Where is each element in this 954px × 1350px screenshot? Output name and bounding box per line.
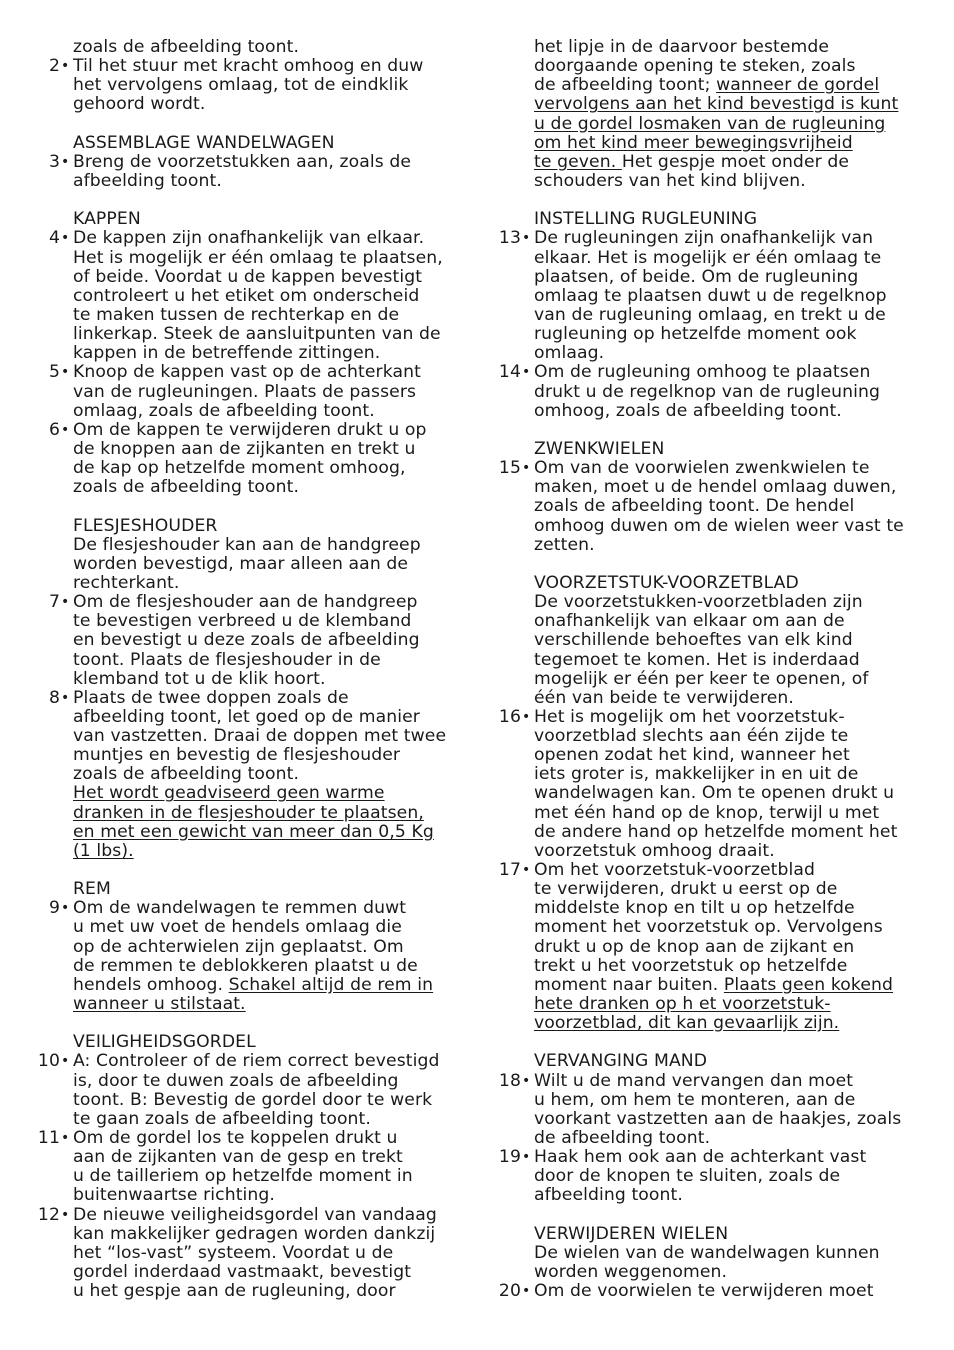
text-line [28, 670, 468, 689]
underlined-warning-text: wanneer de gordel [716, 75, 880, 96]
text-line [489, 880, 929, 899]
line-text: elkaar. Het is mogelijk er één omlaag te [534, 247, 882, 268]
text-line [489, 957, 929, 976]
line-text: Knoop de kappen vast op de achterkant [73, 362, 421, 383]
underlined-warning-text: Het wordt geadviseerd geen warme [73, 783, 385, 804]
step-number: 17 [498, 860, 521, 881]
numbered-step-line [28, 421, 468, 440]
line-text: Breng de voorzetstukken aan, zoals de [73, 151, 412, 172]
text-line [489, 1014, 929, 1033]
text-line [28, 95, 468, 114]
text-line [489, 918, 929, 937]
text-line [489, 478, 929, 497]
text-line [28, 765, 468, 784]
text-line [489, 1225, 929, 1244]
step-number: 14 [498, 362, 521, 383]
line-text: zoals de afbeelding toont. [73, 764, 300, 785]
text-line [489, 153, 929, 172]
numbered-step-line [28, 229, 468, 248]
bullet-icon: • [61, 421, 70, 438]
text-line [489, 57, 929, 76]
text-line [489, 1052, 929, 1071]
text-line [489, 38, 929, 57]
line-text: de knoppen aan de zijkanten en trekt u [73, 438, 416, 459]
line-text: trekt u het voorzetstuk op hetzelfde [534, 955, 848, 976]
blank-line [28, 497, 468, 516]
line-text: kappen in de betreffende zittingen. [73, 343, 381, 364]
bullet-icon: • [61, 58, 70, 75]
text-line [489, 1186, 929, 1205]
line-text: of beide. Voordat u de kappen bevestigt [73, 266, 423, 287]
text-line [489, 172, 929, 191]
line-text: VERVANGING MAND [534, 1051, 708, 1072]
line-text: op de achterwielen zijn geplaatst. Om [73, 936, 404, 957]
text-line [489, 593, 929, 612]
text-line [489, 612, 929, 631]
underlined-warning-text: en met een gewicht van meer dan 0,5 Kg [73, 821, 434, 842]
step-number: 13 [498, 228, 521, 249]
numbered-step-line [28, 1129, 468, 1148]
numbered-step-line [28, 153, 468, 172]
line-text: REM [73, 879, 111, 900]
text-line [489, 727, 929, 746]
underlined-warning-text: vervolgens aan het kind bevestigd is kunt [534, 94, 899, 115]
left-column [28, 38, 468, 1301]
line-text: de remmen te deblokkeren plaatst u de [73, 955, 418, 976]
line-text: rugleuning op hetzelfde moment ook [534, 324, 857, 345]
line-text: worden weggenomen. [534, 1262, 728, 1282]
text-line [489, 823, 929, 842]
line-text: van de rugleuningen. Plaats de passers [73, 381, 417, 402]
line-text: omlaag, zoals de afbeelding toont. [73, 400, 375, 421]
text-line [489, 287, 929, 306]
text-line [28, 402, 468, 421]
text-line [489, 1091, 929, 1110]
line-text: kan makkelijker gedragen worden dankzij [73, 1223, 436, 1244]
line-text: buitenwaartse richting. [73, 1185, 275, 1206]
text-line [28, 1225, 468, 1244]
bullet-icon: • [522, 1149, 531, 1166]
text-line [489, 631, 929, 650]
line-text: VERWIJDEREN WIELEN [534, 1223, 729, 1244]
text-line [28, 631, 468, 650]
numbered-step-line [28, 363, 468, 382]
line-text: de kap op hetzelfde moment omhoog, [73, 458, 406, 479]
line-text: zoals de afbeelding toont. De hendel [534, 496, 855, 517]
line-text: openen zodat het kind, wanneer het [534, 745, 850, 766]
bullet-icon: • [522, 1072, 531, 1089]
text-line [489, 517, 929, 536]
line-text: één van beide te verwijderen. [534, 687, 794, 708]
step-number: 16 [498, 706, 521, 727]
line-text: De nieuwe veiligheidsgordel van vandaag [73, 1204, 437, 1225]
line-text: te bevestigen verbreed u de klemband [73, 611, 412, 632]
line-text: middelste knop en tilt u op hetzelfde [534, 898, 855, 919]
bullet-icon: • [61, 230, 70, 247]
line-text: u met uw voet de hendels omlaag die [73, 917, 402, 938]
line-text: aan de zijkanten van de gesp en trekt [73, 1147, 403, 1168]
underlined-warning-text: om het kind meer bewegingsvrijheid [534, 132, 853, 153]
line-text: te gaan zoals de afbeelding toont. [73, 1108, 371, 1129]
text-line [28, 555, 468, 574]
text-line [28, 784, 468, 803]
line-text: iets groter is, makkelijker in en uit de [534, 764, 859, 785]
text-line [28, 842, 468, 861]
text-line [489, 1129, 929, 1148]
text-line [28, 1282, 468, 1301]
line-text: te maken tussen de rechterkap en de [73, 304, 400, 325]
text-line [489, 249, 929, 268]
line-text: Wilt u de mand vervangen dan moet [534, 1070, 854, 1091]
numbered-step-line [28, 689, 468, 708]
line-text: De flesjeshouder kan aan de handgreep [73, 534, 421, 555]
text-line [489, 306, 929, 325]
line-text: Om de kappen te verwijderen drukt u op [73, 419, 427, 440]
line-text: van vastzetten. Draai de doppen met twee [73, 726, 447, 747]
text-line [489, 689, 929, 708]
numbered-step-line [489, 459, 929, 478]
blank-line [489, 1033, 929, 1052]
bullet-icon: • [61, 364, 70, 381]
step-number: 8 [48, 687, 60, 708]
underlined-warning-text: (1 lbs). [73, 840, 134, 861]
numbered-step-line [28, 1052, 468, 1071]
line-text: FLESJESHOUDER [73, 515, 218, 536]
text-line [28, 1167, 468, 1186]
line-text: VEILIGHEIDSGORDEL [73, 1032, 256, 1053]
text-line [489, 1263, 929, 1282]
line-text: voorzetstuk omhoog draait. [534, 840, 775, 861]
line-text: VOORZETSTUK-VOORZETBLAD [534, 572, 799, 593]
underlined-warning-text: hete dranken op h et voorzetstuk- [534, 994, 831, 1015]
numbered-step-line [489, 861, 929, 880]
line-text: moment het voorzetstuk op. Vervolgens [534, 917, 883, 938]
text-line [489, 325, 929, 344]
blank-line [28, 861, 468, 880]
text-line [28, 134, 468, 153]
bullet-icon: • [522, 460, 531, 477]
text-line [28, 727, 468, 746]
text-line [489, 134, 929, 153]
text-line [28, 1186, 468, 1205]
text-line [28, 1263, 468, 1282]
line-text: voorkant vastzetten aan de haakjes, zoals [534, 1108, 902, 1129]
text-line [28, 459, 468, 478]
text-line [28, 708, 468, 727]
bullet-icon: • [522, 230, 531, 247]
text-line [28, 1091, 468, 1110]
line-text: afbeelding toont, let goed op de manier [73, 706, 420, 727]
line-text: door de knopen te sluiten, zoals de [534, 1166, 841, 1187]
step-number: 19 [498, 1147, 521, 1168]
bullet-icon: • [522, 862, 531, 879]
line-text: met één hand op de knop, terwijl u met [534, 802, 880, 823]
line-text: De rugleuningen zijn onafhankelijk van [534, 228, 874, 249]
step-number: 11 [37, 1128, 60, 1149]
text-line [28, 536, 468, 555]
line-text: het lipje in de daarvoor bestemde [534, 37, 830, 57]
line-text: A: Controleer of de riem correct bevestigd [73, 1051, 440, 1072]
line-text: omlaag te plaatsen duwt u de regelknop [534, 285, 887, 306]
text-line [489, 497, 929, 516]
line-text: de afbeelding toont; [534, 75, 717, 96]
text-line [489, 784, 929, 803]
line-text: u de tailleriem op hetzelfde moment in [73, 1166, 413, 1187]
line-text: doorgaande opening te steken, zoals [534, 56, 856, 77]
blank-line [489, 421, 929, 440]
line-text: Om de voorwielen te verwijderen moet [534, 1281, 874, 1302]
step-number: 10 [37, 1051, 60, 1072]
text-line [28, 210, 468, 229]
text-line [28, 880, 468, 899]
line-text: Om het voorzetstuk-voorzetblad [534, 860, 816, 881]
line-text: de afbeelding toont. [534, 1128, 711, 1149]
text-line [489, 1110, 929, 1129]
text-line [28, 517, 468, 536]
line-text: van de rugleuning omlaag, en trekt u de [534, 304, 886, 325]
text-line [28, 478, 468, 497]
line-text: Haak hem ook aan de achterkant vast [534, 1147, 867, 1168]
line-text: zoals de afbeelding toont. [73, 477, 300, 498]
line-text: INSTELLING RUGLEUNING [534, 209, 758, 230]
text-line [28, 249, 468, 268]
line-text: De voorzetstukken-voorzetbladen zijn [534, 592, 863, 613]
line-text: omlaag. [534, 343, 605, 364]
text-line [28, 268, 468, 287]
underlined-warning-text: te geven. [534, 151, 622, 172]
text-line [28, 287, 468, 306]
line-text: tegemoet te komen. Het is inderdaad [534, 649, 860, 670]
bullet-icon: • [61, 689, 70, 706]
line-text: muntjes en bevestig de flesjeshouder [73, 745, 401, 766]
underlined-warning-text: wanneer u stilstaat. [73, 994, 246, 1015]
bullet-icon: • [522, 708, 531, 725]
line-text: De kappen zijn onafhankelijk van elkaar. [73, 228, 425, 249]
text-line [28, 746, 468, 765]
step-number: 12 [37, 1204, 60, 1225]
text-line [489, 746, 929, 765]
numbered-step-line [489, 1148, 929, 1167]
text-line [28, 918, 468, 937]
step-number: 4 [48, 228, 60, 249]
text-line [489, 899, 929, 918]
text-line [28, 976, 468, 995]
line-text: moment naar buiten. [534, 974, 724, 995]
line-text: klemband tot u de klik hoort. [73, 668, 326, 689]
bullet-icon: • [61, 1206, 70, 1223]
numbered-step-line [489, 1282, 929, 1301]
text-line [28, 612, 468, 631]
bullet-icon: • [61, 900, 70, 917]
line-text: toont. B: Bevestig de gordel door te werk [73, 1089, 433, 1110]
text-line [489, 383, 929, 402]
line-text: ZWENKWIELEN [534, 438, 665, 459]
text-line [28, 1072, 468, 1091]
text-line [489, 670, 929, 689]
text-line [489, 938, 929, 957]
line-text: omhoog duwen om de wielen weer vast te [534, 515, 904, 536]
line-text: u het gespje aan de rugleuning, door [73, 1281, 396, 1302]
line-text: maken, moet u de hendel omlaag duwen, [534, 477, 897, 498]
line-text: onafhankelijk van elkaar om aan de [534, 611, 845, 632]
text-line [28, 1033, 468, 1052]
line-text: verschillende behoeftes van elk kind [534, 630, 853, 651]
step-number: 7 [48, 592, 60, 613]
line-text: worden bevestigd, maar alleen aan de [73, 553, 409, 574]
step-number: 6 [48, 419, 60, 440]
text-line [28, 938, 468, 957]
blank-line [489, 1206, 929, 1225]
line-text: drukt u op de knop aan de zijkant en [534, 936, 855, 957]
line-text: Om van de voorwielen zwenkwielen te [534, 458, 870, 479]
line-text: KAPPEN [73, 209, 141, 230]
step-number: 2 [48, 56, 60, 77]
line-text: omhoog, zoals de afbeelding toont. [534, 400, 842, 421]
line-text: mogelijk er één per keer te openen, of [534, 668, 869, 689]
line-text: is, door te duwen zoals de afbeelding [73, 1070, 399, 1091]
text-line [28, 344, 468, 363]
line-text: schouders van het kind blijven. [534, 170, 806, 191]
line-text: Til het stuur met kracht omhoog en duw [73, 56, 424, 77]
text-line [489, 402, 929, 421]
line-text: het vervolgens omlaag, tot de eindklik [73, 75, 409, 96]
step-number: 5 [48, 362, 60, 383]
line-text: afbeelding toont. [534, 1185, 683, 1206]
step-number: 9 [48, 898, 60, 919]
line-text: toont. Plaats de flesjeshouder in de [73, 649, 381, 670]
text-line [489, 344, 929, 363]
text-line [489, 651, 929, 670]
text-line [28, 1148, 468, 1167]
line-text: Plaats de twee doppen zoals de [73, 687, 349, 708]
step-number: 15 [498, 458, 521, 479]
text-line [28, 38, 468, 57]
step-number: 18 [498, 1070, 521, 1091]
text-line [28, 1110, 468, 1129]
line-text: hendels omhoog. [73, 974, 229, 995]
numbered-step-line [28, 1206, 468, 1225]
numbered-step-line [489, 229, 929, 248]
underlined-warning-text: Plaats geen kokend [723, 974, 894, 995]
line-text: voorzetblad slechts aan één zijde te [534, 726, 849, 747]
line-text: Om de wandelwagen te remmen duwt [73, 898, 407, 919]
right-column [489, 38, 929, 1301]
line-text: Om de gordel los te koppelen drukt u [73, 1128, 398, 1149]
text-line [28, 325, 468, 344]
line-text: afbeelding toont. [73, 170, 222, 191]
line-text: De wielen van de wandelwagen kunnen [534, 1242, 880, 1263]
line-text: drukt u de regelknop van de rugleuning [534, 381, 880, 402]
line-text: Om de flesjeshouder aan de handgreep [73, 592, 418, 613]
text-line [28, 76, 468, 95]
step-number: 20 [498, 1281, 521, 1302]
line-text: Het gespje moet onder de [621, 151, 850, 172]
text-line [28, 383, 468, 402]
blank-line [489, 555, 929, 574]
text-line [489, 574, 929, 593]
text-line [489, 536, 929, 555]
numbered-step-line [489, 708, 929, 727]
line-text: Om de rugleuning omhoog te plaatsen [534, 362, 871, 383]
line-text: linkerkap. Steek de aansluitpunten van de [73, 324, 441, 345]
underlined-warning-text: dranken in de flesjeshouder te plaatsen, [73, 802, 424, 823]
line-text: gehoord wordt. [73, 94, 206, 115]
text-line [489, 842, 929, 861]
bullet-icon: • [61, 153, 70, 170]
text-line [489, 804, 929, 823]
text-line [28, 574, 468, 593]
text-line [489, 76, 929, 95]
text-line [28, 440, 468, 459]
text-line [489, 95, 929, 114]
underlined-warning-text: Schakel altijd de rem in [228, 974, 434, 995]
line-text: zetten. [534, 534, 595, 555]
text-line [489, 976, 929, 995]
blank-line [28, 191, 468, 210]
text-line [28, 823, 468, 842]
blank-line [28, 115, 468, 134]
blank-line [489, 191, 929, 210]
line-text: zoals de afbeelding toont. [73, 37, 300, 57]
line-text: het “los-vast” systeem. Voordat u de [73, 1242, 394, 1263]
text-line [28, 804, 468, 823]
text-line [489, 210, 929, 229]
line-text: u hem, om hem te monteren, aan de [534, 1089, 856, 1110]
text-line [28, 995, 468, 1014]
line-text: Het is mogelijk er één omlaag te plaatsen, [73, 247, 443, 268]
text-line [489, 995, 929, 1014]
bullet-icon: • [61, 594, 70, 611]
line-text: Het is mogelijk om het voorzetstuk- [534, 706, 845, 727]
line-text: en bevestigt u deze zoals de afbeelding [73, 630, 420, 651]
text-line [28, 306, 468, 325]
text-line [489, 1167, 929, 1186]
line-text: gordel inderdaad vastmaakt, bevestigt [73, 1262, 412, 1282]
text-line [28, 172, 468, 191]
bullet-icon: • [61, 1130, 70, 1147]
text-line [489, 268, 929, 287]
text-line [489, 115, 929, 134]
line-text: rechterkant. [73, 572, 180, 593]
numbered-step-line [28, 899, 468, 918]
bullet-icon: • [522, 1283, 531, 1300]
text-line [28, 957, 468, 976]
underlined-warning-text: voorzetblad, dit kan gevaarlijk zijn. [534, 1013, 840, 1034]
numbered-step-line [28, 593, 468, 612]
line-text: ASSEMBLAGE WANDELWAGEN [73, 132, 335, 153]
line-text: wandelwagen kan. Om te openen drukt u [534, 783, 895, 804]
underlined-warning-text: u de gordel losmaken van de rugleuning [534, 113, 886, 134]
text-line [28, 651, 468, 670]
blank-line [28, 1014, 468, 1033]
text-line [489, 440, 929, 459]
bullet-icon: • [61, 1053, 70, 1070]
numbered-step-line [489, 1072, 929, 1091]
line-text: plaatsen, of beide. Om de rugleuning [534, 266, 859, 287]
numbered-step-line [489, 363, 929, 382]
numbered-step-line [28, 57, 468, 76]
bullet-icon: • [522, 364, 531, 381]
line-text: controleert u het etiket om onderscheid [73, 285, 420, 306]
text-line [489, 765, 929, 784]
line-text: de andere hand op hetzelfde moment het [534, 821, 898, 842]
text-line [489, 1244, 929, 1263]
text-line [28, 1244, 468, 1263]
step-number: 3 [48, 151, 60, 172]
line-text: te verwijderen, drukt u eerst op de [534, 879, 838, 900]
